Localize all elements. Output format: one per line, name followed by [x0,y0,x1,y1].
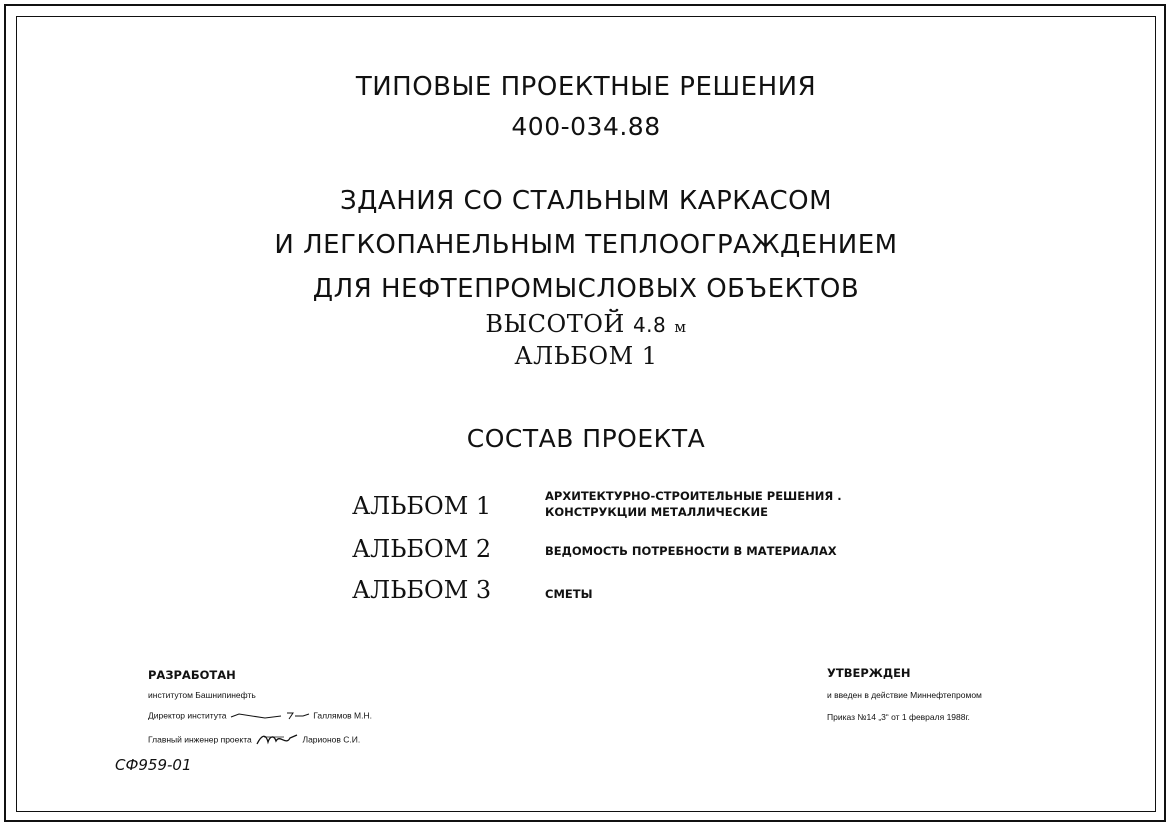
document-code: СФ959-01 [115,756,192,774]
subject-album: АЛЬБОМ 1 [514,342,658,370]
album-1-desc-line-1: АРХИТЕКТУРНО-СТРОИТЕЛЬНЫЕ РЕШЕНИЯ . [545,489,842,503]
engineer-signature [254,732,300,748]
subject-line-1: ЗДАНИЯ СО СТАЛЬНЫМ КАРКАСОМ [339,186,833,216]
height-unit: м [674,318,687,336]
height-value: 4.8 [632,313,667,337]
engineer-label: Главный инженер проекта [148,734,252,745]
document-title: ТИПОВЫЕ ПРОЕКТНЫЕ РЕШЕНИЯ [355,72,817,102]
subject-line-2: И ЛЕГКОПАНЕЛЬНЫМ ТЕПЛООГРАЖДЕНИЕМ [274,230,898,260]
album-1-label: АЛЬБОМ 1 [352,492,492,520]
director-name: Галлямов М.Н. [313,710,372,721]
composition-heading: СОСТАВ ПРОЕКТА [466,424,706,453]
developed-heading: РАЗРАБОТАН [148,668,236,682]
director-row [148,710,372,722]
album-row-2 [0,535,1172,569]
album-row-3 [0,576,1172,610]
subject-line-3: ДЛЯ НЕФТЕПРОМЫСЛОВЫХ ОБЪЕКТОВ [312,274,860,304]
album-1-description [545,488,842,520]
document-number: 400-034.88 [511,112,661,141]
developed-institute: институтом Башнипинефть [148,690,256,700]
album-row-1 [0,489,1172,526]
approved-heading: УТВЕРЖДЕН [827,666,911,680]
album-1-desc-line-2: КОНСТРУКЦИИ МЕТАЛЛИЧЕСКИЕ [545,505,768,519]
album-2-description: ВЕДОМОСТЬ ПОТРЕБНОСТИ В МАТЕРИАЛАХ [545,544,837,558]
album-2-label: АЛЬБОМ 2 [352,535,492,563]
album-3-description: СМЕТЫ [545,587,593,601]
engineer-name: Ларионов С.И. [302,734,361,745]
director-label: Директор института [148,710,227,721]
height-prefix: ВЫСОТОЙ [485,310,625,338]
approved-order: Приказ №14 „3“ от 1 февраля 1988г. [827,712,970,722]
album-3-label: АЛЬБОМ 3 [352,576,492,604]
director-signature [229,710,311,722]
engineer-row [148,732,360,748]
approved-line-1: и введен в действие Миннефтепромом [827,690,982,700]
subject-height [0,310,1172,338]
